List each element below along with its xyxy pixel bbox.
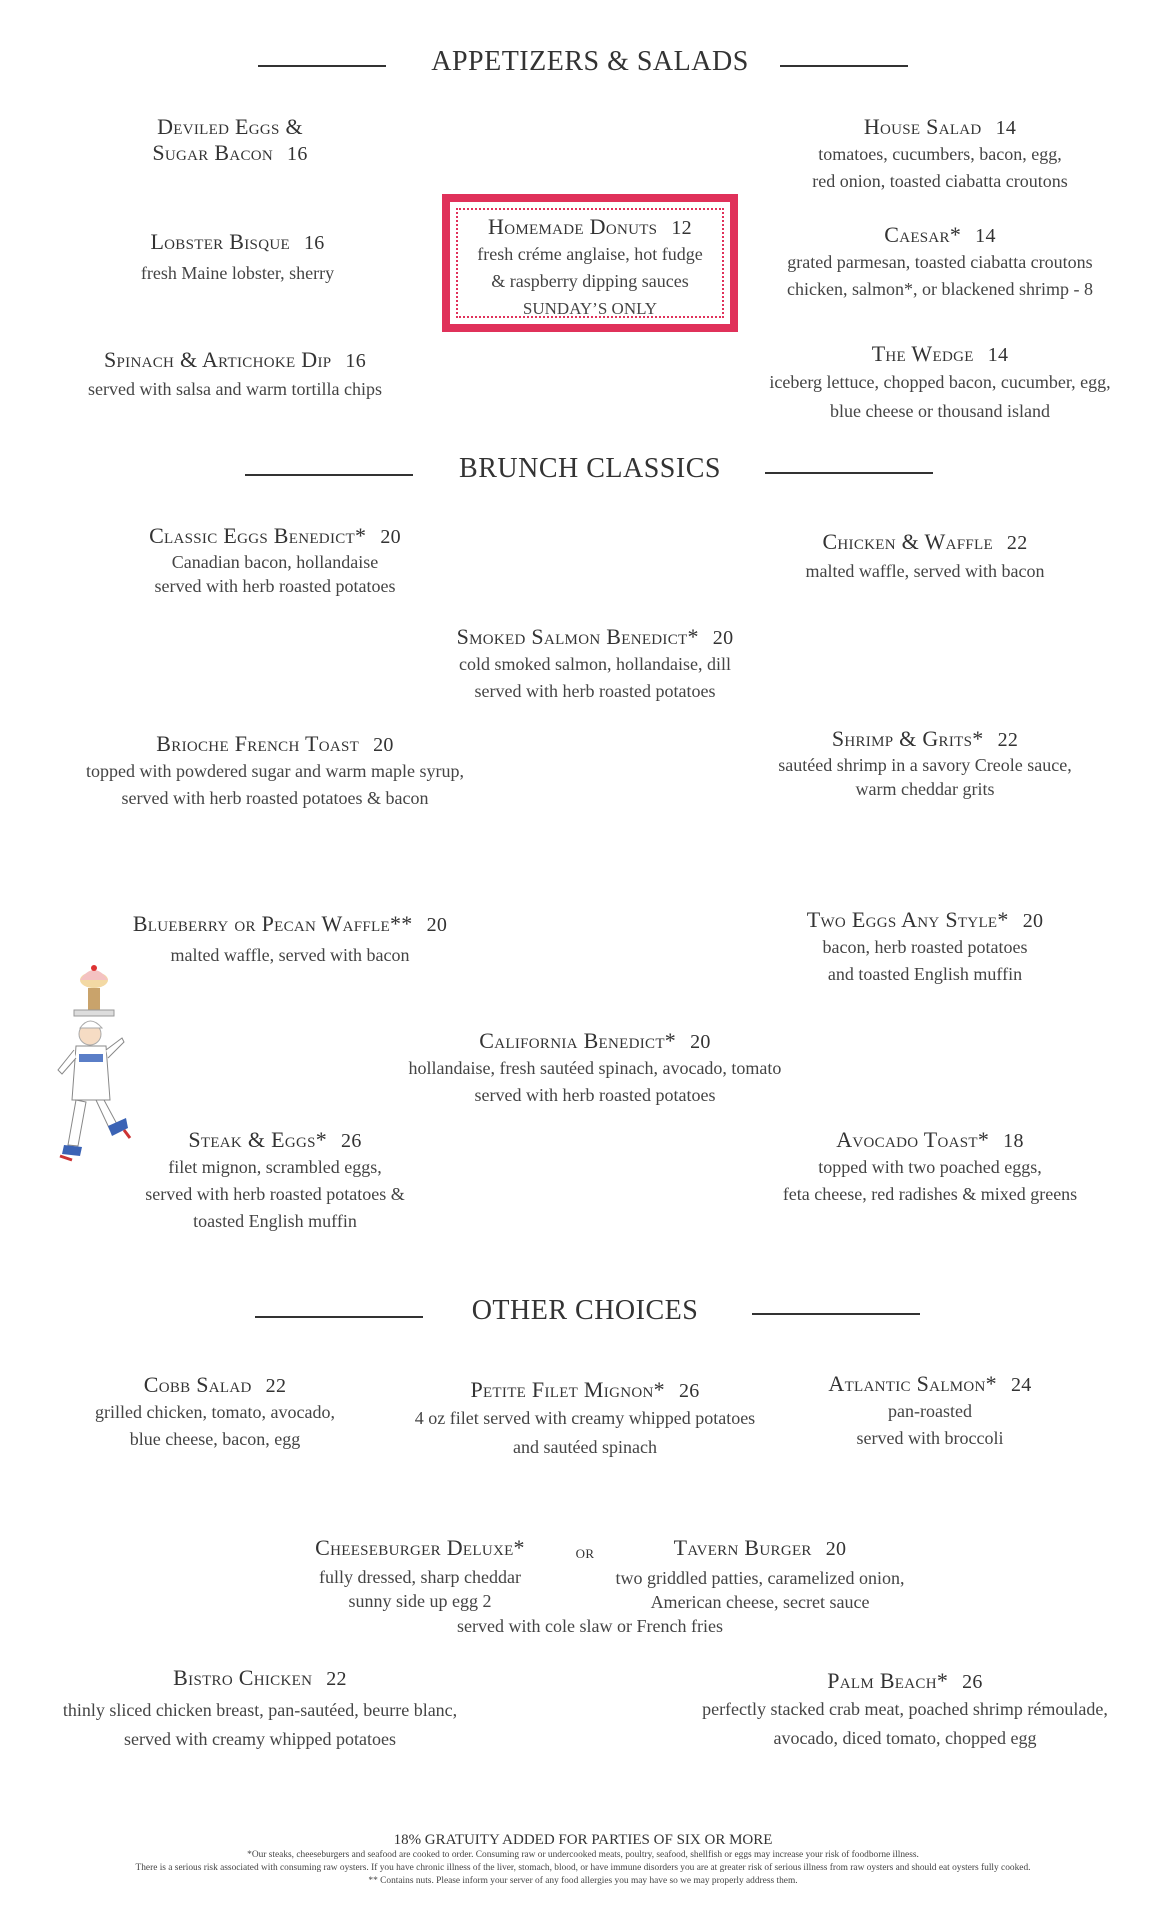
item-name: Smoked Salmon Benedict* — [456, 624, 699, 649]
item-name: Cheeseburger Deluxe* — [315, 1535, 525, 1560]
menu-item-the-wedge — [740, 341, 1140, 426]
item-description: topped with two poached eggs, — [818, 1157, 1042, 1177]
item-description: cold smoked salmon, hollandaise, dill — [459, 654, 731, 674]
menu-item-palm-beach — [680, 1668, 1130, 1753]
item-price: 24 — [1010, 1374, 1032, 1396]
menu-item-shrimp-grits — [755, 726, 1095, 801]
item-description: malted waffle, served with bacon — [170, 945, 410, 965]
or-separator: or — [575, 1542, 595, 1562]
heading-rule-right — [765, 472, 933, 474]
item-description: sunny side up egg 2 — [348, 1591, 492, 1611]
item-description: blue cheese, bacon, egg — [129, 1429, 301, 1449]
item-description: & raspberry dipping sauces — [491, 271, 689, 291]
section-heading-other: OTHER CHOICES — [471, 1295, 699, 1326]
item-name: Cobb Salad — [143, 1372, 252, 1397]
item-description: and sautéed spinach — [513, 1437, 657, 1457]
item-description: and toasted English muffin — [827, 964, 1023, 984]
item-description: served with herb roasted potatoes — [474, 681, 716, 701]
menu-item-donuts — [442, 214, 738, 322]
item-price: 22 — [265, 1375, 287, 1397]
item-description: iceberg lettuce, chopped bacon, cucumber, egg, — [769, 372, 1111, 392]
menu-item-two-eggs — [780, 907, 1070, 988]
menu-item-cheeseburger — [290, 1535, 550, 1613]
menu-item-california-benedict — [390, 1028, 800, 1109]
item-name: Chicken & Waffle — [822, 529, 993, 554]
menu-item-petite-filet — [390, 1377, 780, 1462]
item-price: 14 — [975, 225, 996, 247]
item-price: 20 — [426, 914, 448, 936]
item-price: 20 — [825, 1538, 847, 1560]
item-name: Sugar Bacon — [152, 140, 274, 165]
item-name: Classic Eggs Benedict* — [149, 523, 367, 548]
gratuity-note: 18% GRATUITY ADDED FOR PARTIES OF SIX OR MORE — [393, 1832, 773, 1848]
item-price: 26 — [962, 1671, 983, 1693]
item-name: Bistro Chicken — [173, 1665, 313, 1690]
item-name: Two Eggs Any Style* — [806, 907, 1009, 932]
item-description: thinly sliced chicken breast, pan-sautéed, beurre blanc, — [62, 1700, 458, 1720]
item-name: Shrimp & Grits* — [831, 726, 984, 751]
item-description: fresh Maine lobster, sherry — [140, 263, 335, 283]
heading-rule-left — [258, 65, 386, 67]
item-note: SUNDAY’S ONLY — [522, 299, 658, 318]
menu-item-waffle — [110, 911, 470, 969]
item-description: served with salsa and warm tortilla chips — [88, 379, 382, 399]
item-description: avocado, diced tomato, chopped egg — [773, 1728, 1037, 1748]
item-price: 22 — [326, 1668, 347, 1690]
item-description: served with herb roasted potatoes — [154, 576, 396, 596]
item-name: Brioche French Toast — [156, 731, 360, 756]
item-description: blue cheese or thousand island — [830, 401, 1050, 421]
item-price: 16 — [345, 350, 367, 372]
item-price: 16 — [287, 143, 308, 165]
item-price: 20 — [712, 627, 734, 649]
item-description: served with herb roasted potatoes & — [145, 1184, 405, 1204]
item-description: chicken, salmon*, or blackened shrimp - 8 — [787, 279, 1093, 299]
item-description: Canadian bacon, hollandaise — [171, 552, 379, 572]
menu-item-smoked-salmon-benedict — [420, 624, 770, 705]
item-description: bacon, herb roasted potatoes — [822, 937, 1028, 957]
menu-item-lobster-bisque — [100, 229, 375, 287]
item-description: served with herb roasted potatoes & bacon — [121, 788, 429, 808]
section-heading-brunch: BRUNCH CLASSICS — [459, 453, 721, 484]
item-price: 20 — [380, 526, 401, 548]
item-price: 22 — [997, 729, 1019, 751]
item-description: served with creamy whipped potatoes — [124, 1729, 396, 1749]
menu-item-atlantic-salmon — [800, 1371, 1060, 1452]
menu-item-brioche-french-toast — [60, 731, 490, 812]
item-price: 26 — [678, 1380, 700, 1402]
disclaimer-line-1: *Our steaks, cheeseburgers and seafood are cooked to order. Consuming raw or undercooked meats, poultry, seafood, shellfish or eggs may increase your risk of foodborne illness. — [247, 1850, 919, 1860]
item-price: 22 — [1006, 532, 1028, 554]
item-name: Homemade Donuts — [488, 214, 658, 239]
item-name: Tavern Burger — [673, 1535, 812, 1560]
item-description: fully dressed, sharp cheddar — [319, 1567, 521, 1587]
item-name: Palm Beach* — [827, 1668, 949, 1693]
item-price: 20 — [1022, 910, 1044, 932]
item-description: sautéed shrimp in a savory Creole sauce, — [778, 755, 1072, 775]
menu-item-cobb-salad — [70, 1372, 360, 1453]
disclaimer-line-2: There is a serious risk associated with consuming raw oysters. If you have chronic illness of the liver, stomach, blood, or have immune disorders you are at greater risk of serious illness from raw oysters and should eat oysters fully cooked. — [135, 1863, 1031, 1873]
item-name: California Benedict* — [479, 1028, 677, 1053]
heading-rule-right — [780, 65, 908, 67]
item-description: malted waffle, served with bacon — [805, 561, 1045, 581]
menu-item-spinach-dip — [50, 347, 420, 403]
item-description: warm cheddar grits — [855, 779, 995, 799]
menu-item-deviled-eggs — [130, 114, 330, 167]
item-description: two griddled patties, caramelized onion, — [615, 1568, 905, 1588]
item-description: served with herb roasted potatoes — [474, 1085, 716, 1105]
item-description: served with broccoli — [856, 1428, 1004, 1448]
item-description: topped with powdered sugar and warm maple syrup, — [86, 761, 464, 781]
item-description: American cheese, secret sauce — [650, 1592, 870, 1612]
menu-item-classic-eggs-benedict — [110, 523, 440, 598]
item-price: 16 — [303, 232, 325, 254]
item-description: tomatoes, cucumbers, bacon, egg, — [818, 144, 1062, 164]
heading-rule-left — [245, 474, 413, 476]
item-price: 20 — [373, 734, 394, 756]
item-description: filet mignon, scrambled eggs, — [168, 1157, 382, 1177]
heading-rule-right — [752, 1313, 920, 1315]
item-description: grilled chicken, tomato, avocado, — [95, 1402, 335, 1422]
item-name: Petite Filet Mignon* — [470, 1377, 665, 1402]
menu-item-bistro-chicken — [40, 1665, 480, 1754]
item-name: Atlantic Salmon* — [828, 1371, 997, 1396]
item-name: Spinach & Artichoke Dip — [103, 347, 332, 372]
section-heading-appetizers: APPETIZERS & SALADS — [431, 46, 749, 77]
item-name: House Salad — [863, 114, 982, 139]
item-name: Avocado Toast* — [836, 1127, 990, 1152]
item-price: 14 — [987, 344, 1009, 366]
item-name: Caesar* — [884, 222, 962, 247]
heading-rule-left — [255, 1316, 423, 1318]
item-name: Blueberry or Pecan Waffle** — [132, 911, 413, 936]
item-description: red onion, toasted ciabatta croutons — [812, 171, 1068, 191]
item-name: Deviled Eggs & — [157, 114, 303, 139]
item-price: 20 — [690, 1031, 711, 1053]
menu-item-caesar — [755, 222, 1125, 303]
item-description: perfectly stacked crab meat, poached shrimp rémoulade, — [702, 1699, 1108, 1719]
menu-item-steak-eggs — [120, 1127, 430, 1235]
item-price: 12 — [671, 217, 692, 239]
item-name: Lobster Bisque — [150, 229, 290, 254]
menu-item-avocado-toast — [760, 1127, 1100, 1208]
item-name: The Wedge — [871, 341, 974, 366]
item-description: hollandaise, fresh sautéed spinach, avocado, tomato — [408, 1058, 782, 1078]
burger-side-note: served with cole slaw or French fries — [457, 1616, 723, 1636]
item-description: toasted English muffin — [193, 1211, 357, 1231]
item-description: pan-roasted — [888, 1401, 972, 1421]
item-price: 26 — [341, 1130, 362, 1152]
item-description: feta cheese, red radishes & mixed greens — [782, 1184, 1078, 1204]
disclaimer-line-3: ** Contains nuts. Please inform your server of any food allergies you may have so we may properly address them. — [368, 1876, 798, 1886]
menu-item-tavern-burger — [610, 1535, 910, 1614]
item-name: Steak & Eggs* — [188, 1127, 328, 1152]
item-description: 4 oz filet served with creamy whipped potatoes — [414, 1408, 756, 1428]
item-price: 18 — [1003, 1130, 1024, 1152]
menu-item-chicken-waffle — [760, 529, 1090, 585]
item-description: grated parmesan, toasted ciabatta croutons — [787, 252, 1093, 272]
item-price: 14 — [995, 117, 1017, 139]
menu-item-house-salad — [760, 114, 1120, 195]
item-description: fresh créme anglaise, hot fudge — [477, 244, 703, 264]
